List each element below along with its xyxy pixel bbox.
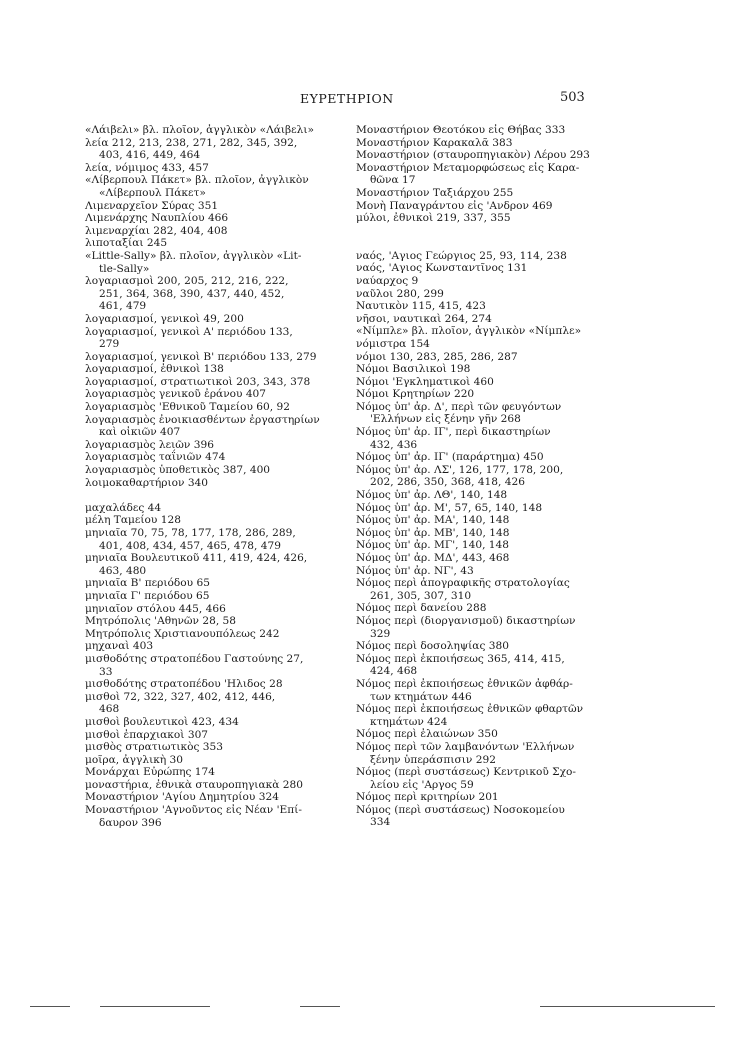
index-entry-line: μοῖρα, ἀγγλικὴ 30 bbox=[85, 753, 184, 766]
index-entry-line: λογαριασμὸς ταΐνιῶν 474 bbox=[85, 451, 226, 464]
index-entry-line: Νόμος περὶ ἐκποιήσεως ἐθνικῶν φθαρτῶν bbox=[356, 703, 584, 716]
index-entry-line: δαυρον 396 bbox=[99, 816, 162, 829]
index-entry-line: Νόμοι 'Εγκληματικοὶ 460 bbox=[356, 375, 494, 388]
scan-edge-line bbox=[100, 1006, 210, 1007]
index-entry-line: μισθοὶ ἐπαρχιακοὶ 307 bbox=[85, 728, 209, 741]
index-entry-line: «Λάιβελι» βλ. πλοῖον, ἀγγλικὸν «Λάιβελι» bbox=[85, 124, 314, 136]
index-entry-line: Μοναστήριον 'Αγίου Δημητρίου 324 bbox=[85, 791, 279, 804]
index-entry-line: Νόμος ὑπ' ἀρ. ΙΓ' (παράρτημα) 450 bbox=[356, 451, 544, 464]
index-entry-line: λογαριασμὸς ὑποθετικὸς 387, 400 bbox=[85, 464, 271, 477]
index-entry-line: Νόμος περὶ τῶν λαμβανόντων 'Ελλήνων bbox=[356, 740, 575, 753]
index-entry-line: λογαριασμοί, ἐθνικοὶ 138 bbox=[85, 363, 224, 376]
index-entry-line: Μονὴ Παναγράντου εἰς 'Ανδρον 469 bbox=[356, 199, 553, 212]
scan-edge-line bbox=[30, 1006, 70, 1007]
index-entry-line: Νόμος ὑπ' ἀρ. ΜΑ', 140, 148 bbox=[356, 514, 510, 527]
index-entry-line: Νόμος περὶ δοσοληψίας 380 bbox=[356, 640, 509, 653]
index-entry-line: ναός, 'Αγιος Κωνσταντῖνος 131 bbox=[356, 262, 528, 275]
index-entry-line: λογαριασμὸς 'Εθνικοῦ Ταμείου 60, 92 bbox=[85, 401, 290, 414]
index-entry-line: Νόμος ὑπ' ἀρ. ΜΔ', 443, 468 bbox=[356, 552, 510, 564]
index-entry-line: Νόμος ὑπ' ἀρ. ΜΓ', 140, 148 bbox=[356, 539, 510, 552]
index-entry-line: Λιμενάρχης Ναυπλίου 466 bbox=[85, 212, 229, 225]
index-entry-line: Νόμος (περὶ συστάσεως) Νοσοκομείου bbox=[356, 803, 565, 816]
index-entry-line: λογαριασμοὶ 200, 205, 212, 216, 222, bbox=[85, 275, 289, 288]
index-column-right bbox=[356, 124, 588, 829]
index-entry-line: 432, 436 bbox=[370, 438, 418, 451]
index-entry-line: κτημάτων 424 bbox=[370, 715, 448, 728]
index-entry-line: νῆσοι, ναυτικαὶ 264, 274 bbox=[356, 312, 492, 325]
index-entry-line: 463, 480 bbox=[99, 564, 147, 577]
index-entry-line: Μητρόπολις Χριστιανουπόλεως 242 bbox=[85, 627, 280, 640]
index-entry-line: 279 bbox=[99, 338, 120, 351]
index-entry-line: Μοναστήριον Ταξιάρχου 255 bbox=[356, 186, 514, 199]
index-entry-line: Νόμος ὑπ' ἀρ. ΛΘ', 140, 148 bbox=[356, 489, 508, 502]
index-entry-line: μέλη Ταμείου 128 bbox=[85, 514, 181, 527]
index-entry-line: 261, 305, 307, 310 bbox=[370, 589, 472, 602]
index-entry-line: 'Ελλήνων εἰς ξένην γῆν 268 bbox=[370, 413, 521, 426]
index-entry-line: «Λίβερπουλ Πάκετ» bbox=[99, 186, 206, 199]
index-entry-line: ναύαρχος 9 bbox=[356, 274, 419, 287]
index-entry-line: Νόμος (περὶ συστάσεως) Κεντρικοῦ Σχο- bbox=[356, 766, 577, 779]
index-entry-line: Μοναστήριον 'Αγνοῦντος εἰς Νέαν 'Επί- bbox=[85, 804, 302, 817]
index-entry-line: Μονάρχαι Εὐρώπης 174 bbox=[85, 766, 216, 779]
index-entry-line: μοναστήρια, ἐθνικὰ σταυροπηγιακὰ 280 bbox=[85, 778, 303, 791]
index-entry-line: Νόμος περὶ ἀπογραφικῆς στρατολογίας bbox=[356, 577, 570, 590]
index-entry-line: μηχαναὶ 403 bbox=[85, 640, 154, 653]
index-entry-line: Μοναστήριον Καρακαλᾶ 383 bbox=[356, 136, 513, 149]
index-entry-line: 329 bbox=[370, 627, 391, 640]
index-entry-line: λιμεναρχίαι 282, 404, 408 bbox=[85, 224, 228, 237]
index-entry-line: Νόμος ὑπ' ἀρ. Δ', περὶ τῶν φευγόντων bbox=[356, 400, 562, 413]
index-entry-line: μηνιαῖα 70, 75, 78, 177, 178, 286, 289, bbox=[85, 527, 296, 539]
index-entry-line: 202, 286, 350, 368, 418, 426 bbox=[370, 476, 525, 489]
index-entry-line: νόμιστρα 154 bbox=[356, 337, 430, 350]
index-entry-line: «Νίμπλε» βλ. πλοῖον, ἀγγλικὸν «Νίμπλε» bbox=[356, 325, 582, 338]
index-entry-line: «Little-Sally» βλ. πλοῖον, ἀγγλικὸν «Lit- bbox=[85, 249, 302, 262]
index-entry-line: μηνιαῖα Βουλευτικοῦ 411, 419, 424, 426, bbox=[85, 552, 308, 565]
index-entry-line: Νόμος περὶ δανείου 288 bbox=[356, 602, 487, 615]
index-entry-line: λοιμοκαθαρτήριον 340 bbox=[85, 476, 209, 489]
index-entry-line: μαχαλάδες 44 bbox=[85, 501, 162, 514]
index-entry-line: Νόμος περὶ κριτηρίων 201 bbox=[356, 791, 499, 804]
index-entry-line: μηνιαῖα Γ' περιόδου 65 bbox=[85, 589, 210, 602]
index-entry-line: θῶνα 17 bbox=[370, 174, 416, 187]
index-entry-line: Νόμος περὶ ἐλαιώνων 350 bbox=[356, 728, 498, 741]
page-title: ΕΥΡΕΤΗΡΙΟΝ bbox=[300, 91, 394, 106]
index-entry-line: Νόμος ὑπ' ἀρ. ΜΒ', 140, 148 bbox=[356, 526, 510, 539]
index-entry-line: Νόμοι Βασιλικοὶ 198 bbox=[356, 363, 471, 376]
index-entry-line: λείου εἰς 'Αργος 59 bbox=[370, 778, 474, 791]
index-entry-line: λογαριασμοί, γενικοὶ Β' περιόδου 133, 279 bbox=[85, 350, 317, 363]
index-entry-line: tle-Sally» bbox=[99, 262, 150, 275]
index-entry-line: μισθοὶ 72, 322, 327, 402, 412, 446, bbox=[85, 690, 276, 703]
index-entry-line: μισθοὶ βουλευτικοὶ 423, 434 bbox=[85, 715, 239, 728]
index-entry-line: των κτημάτων 446 bbox=[370, 690, 472, 703]
index-entry-line: 403, 416, 449, 464 bbox=[99, 149, 201, 162]
index-entry-line: Νόμος περὶ ἐκποιήσεως 365, 414, 415, bbox=[356, 652, 565, 665]
index-entry-line: ναός, 'Αγιος Γεώργιος 25, 93, 114, 238 bbox=[356, 249, 567, 262]
index-entry-line: μηνιαῖον στόλου 445, 466 bbox=[85, 602, 226, 615]
index-entry-line: μισθὸς στρατιωτικὸς 353 bbox=[85, 741, 223, 754]
index-entry-line: μηνιαῖα Β' περιόδου 65 bbox=[85, 577, 210, 590]
index-entry-line: λογαριασμοί, γενικοὶ 49, 200 bbox=[85, 312, 244, 325]
index-entry-line: λογαριασμὸς ἐνοικιασθέντων ἐργαστηρίων bbox=[85, 413, 320, 426]
index-entry-line: Μητρόπολις 'Αθηνῶν 28, 58 bbox=[85, 615, 237, 628]
index-entry-line: λογαριασμὸς λειῶν 396 bbox=[85, 438, 214, 451]
index-entry-line: 251, 364, 368, 390, 437, 440, 452, bbox=[99, 287, 285, 300]
index-entry-line: Ναυτικὸν 115, 415, 423 bbox=[356, 300, 486, 313]
index-entry-line: Νόμος ὑπ' ἀρ. ΙΓ', περὶ δικαστηρίων bbox=[356, 426, 551, 439]
index-entry-line: ξένην ὑπεράσπισιν 292 bbox=[370, 753, 496, 766]
index-entry-line: Λιμεναρχεῖον Σύρας 351 bbox=[85, 199, 219, 212]
index-entry-line: 33 bbox=[99, 665, 113, 678]
index-entry-line: Νόμος ὑπ' ἀρ. Μ', 57, 65, 140, 148 bbox=[356, 501, 543, 514]
scan-edge-line bbox=[540, 1006, 715, 1007]
index-entry-line: λεία, νόμιμος 433, 457 bbox=[85, 161, 209, 174]
index-entry-line: Μοναστήριον Θεοτόκου εἰς Θήβας 333 bbox=[356, 124, 566, 136]
index-entry-line: «Λίβερπουλ Πάκετ» βλ. πλοῖον, ἀγγλικὸν bbox=[85, 174, 309, 187]
index-entry-line: λογαριασμοί, στρατιωτικοὶ 203, 343, 378 bbox=[85, 375, 311, 388]
index-entry-line: μισθοδότης στρατοπέδου Γαστούνης 27, bbox=[85, 652, 304, 665]
index-entry-line: λογαριασμὸς γενικοῦ ἐράνου 407 bbox=[85, 388, 267, 401]
index-entry-line: 424, 468 bbox=[370, 665, 418, 678]
index-entry-line: 468 bbox=[99, 703, 120, 716]
index-entry-line: Μοναστήριον (σταυροπηγιακὸν) Λέρου 293 bbox=[356, 149, 590, 162]
index-entry-line: μισθοδότης στρατοπέδου 'Ηλιδος 28 bbox=[85, 678, 283, 691]
index-entry-line: Νόμος περὶ ἐκποιήσεως ἐθνικῶν ἀφθάρ- bbox=[356, 677, 573, 690]
index-entry-line: Νόμος ὑπ' ἀρ. ΛΣ', 126, 177, 178, 200, bbox=[356, 463, 564, 476]
index-column-left bbox=[85, 124, 335, 829]
index-entry-line: καὶ οἰκιῶν 407 bbox=[99, 426, 181, 439]
index-entry-line: λιποταξίαι 245 bbox=[85, 237, 168, 250]
scan-edge-line bbox=[300, 1006, 340, 1007]
index-entry-line: λογαριασμοί, γενικοὶ Α' περιόδου 133, bbox=[85, 325, 293, 338]
index-entry-line: ναῦλοι 280, 299 bbox=[356, 287, 444, 300]
index-entry-line: Νόμος περὶ (διοργανισμοῦ) δικαστηρίων bbox=[356, 614, 576, 627]
page-number: 503 bbox=[560, 90, 585, 105]
index-entry-line: μύλοι, ἐθνικοὶ 219, 337, 355 bbox=[356, 212, 511, 225]
index-entry-line: 334 bbox=[370, 816, 391, 829]
index-entry-line: Νόμοι Κρητηρίων 220 bbox=[356, 388, 475, 401]
index-entry-line: Μοναστήριον Μεταμορφώσεως εἰς Καρα- bbox=[356, 161, 580, 174]
index-entry-line: 461, 479 bbox=[99, 300, 147, 313]
index-entry-line: νόμοι 130, 283, 285, 286, 287 bbox=[356, 350, 518, 363]
index-entry-line: 401, 408, 434, 457, 465, 478, 479 bbox=[99, 539, 281, 552]
index-entry-line: Νόμος ὑπ' ἀρ. ΝΓ', 43 bbox=[356, 564, 474, 577]
index-entry-line: λεία 212, 213, 238, 271, 282, 345, 392, bbox=[85, 136, 298, 149]
